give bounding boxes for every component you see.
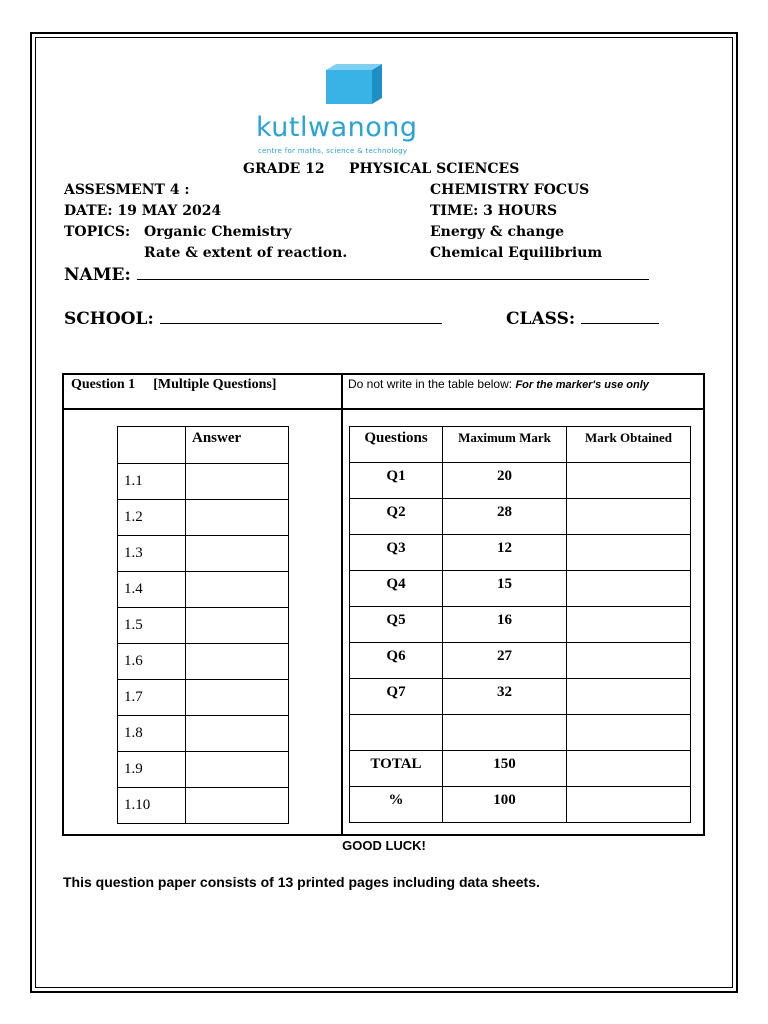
- table-row: [118, 464, 289, 500]
- question-cell: Q6: [350, 643, 443, 679]
- maximum-mark-cell: 32: [443, 679, 567, 715]
- question-cell: Q7: [350, 679, 443, 715]
- question-number: 1.7: [118, 680, 186, 716]
- question-cell: Q1: [350, 463, 443, 499]
- question-cell: %: [350, 787, 443, 823]
- table-row: [350, 499, 691, 535]
- answer-cell[interactable]: [186, 572, 289, 608]
- maximum-mark-cell: 28: [443, 499, 567, 535]
- question-number: 1.8: [118, 716, 186, 752]
- box-vertical-divider: [341, 373, 343, 836]
- answer-cell[interactable]: [186, 680, 289, 716]
- focus-label: CHEMISTRY FOCUS: [430, 182, 590, 198]
- mark-obtained-cell[interactable]: [567, 751, 691, 787]
- answer-cell[interactable]: [186, 788, 289, 824]
- logo: [256, 60, 456, 160]
- table-row: [118, 500, 289, 536]
- question-cell: [350, 715, 443, 751]
- footer-note: This question paper consists of 13 printed pages including data sheets.: [63, 874, 540, 890]
- maximum-mark-cell: [443, 715, 567, 751]
- maximum-mark-cell: 16: [443, 607, 567, 643]
- name-label: NAME:: [64, 265, 131, 285]
- good-luck: GOOD LUCK!: [342, 838, 426, 853]
- mark-obtained-cell[interactable]: [567, 535, 691, 571]
- table-row: [118, 644, 289, 680]
- answer-table: [117, 426, 289, 824]
- table-row: [350, 643, 691, 679]
- table-row: [118, 572, 289, 608]
- mark-obtained-cell[interactable]: [567, 643, 691, 679]
- answer-cell[interactable]: [186, 752, 289, 788]
- school-field[interactable]: [64, 309, 442, 329]
- table-row: [118, 752, 289, 788]
- name-field[interactable]: [64, 265, 649, 285]
- question-cell: Q2: [350, 499, 443, 535]
- class-field[interactable]: [506, 309, 659, 329]
- question-number: 1.6: [118, 644, 186, 680]
- maximum-mark-cell: 27: [443, 643, 567, 679]
- table-row: [350, 715, 691, 751]
- mark-obtained-header: Mark Obtained: [567, 427, 691, 463]
- table-row: [350, 571, 691, 607]
- question-number: 1.3: [118, 536, 186, 572]
- table-row: [350, 535, 691, 571]
- maximum-mark-cell: 15: [443, 571, 567, 607]
- answer-cell[interactable]: [186, 644, 289, 680]
- maximum-mark-cell: 20: [443, 463, 567, 499]
- answer-cell[interactable]: [186, 500, 289, 536]
- question-number: 1.10: [118, 788, 186, 824]
- question-cell: Q4: [350, 571, 443, 607]
- cube-icon: [324, 62, 384, 106]
- answer-cell[interactable]: [186, 716, 289, 752]
- topics-label: TOPICS:: [64, 224, 131, 240]
- answer-table-blank-header: [118, 427, 186, 464]
- mark-obtained-cell[interactable]: [567, 463, 691, 499]
- question-cell: TOTAL: [350, 751, 443, 787]
- table-row: [118, 536, 289, 572]
- table-row: [350, 751, 691, 787]
- maximum-mark-header: Maximum Mark: [443, 427, 567, 463]
- class-label: CLASS:: [506, 309, 576, 329]
- table-row: [350, 607, 691, 643]
- time-label: TIME: 3 HOURS: [430, 203, 558, 219]
- school-underline[interactable]: [160, 310, 442, 324]
- question-number: 1.5: [118, 608, 186, 644]
- table-row: [350, 787, 691, 823]
- mark-obtained-cell[interactable]: [567, 499, 691, 535]
- table-row: [350, 463, 691, 499]
- marker-note: Do not write in the table below: For the marker's use only: [348, 377, 649, 391]
- assessment-label: ASSESMENT 4 :: [64, 182, 190, 198]
- table-row: [118, 716, 289, 752]
- school-label: SCHOOL:: [64, 309, 154, 329]
- answer-cell[interactable]: [186, 608, 289, 644]
- logo-wordmark: kutlwanong: [256, 112, 418, 143]
- mark-obtained-cell[interactable]: [567, 679, 691, 715]
- question-number: 1.4: [118, 572, 186, 608]
- table-row: [350, 679, 691, 715]
- answer-header: Answer: [186, 427, 289, 464]
- grade-subject-line: GRADE 12 PHYSICAL SCIENCES: [243, 161, 520, 177]
- marks-table: [349, 426, 691, 823]
- question-number: 1.1: [118, 464, 186, 500]
- mark-obtained-cell[interactable]: [567, 787, 691, 823]
- name-underline[interactable]: [137, 266, 649, 280]
- topic-energy: Energy & change: [430, 224, 565, 240]
- question-number: 1.2: [118, 500, 186, 536]
- question-cell: Q5: [350, 607, 443, 643]
- logo-tagline: centre for maths, science & technology: [258, 147, 408, 155]
- answer-cell[interactable]: [186, 536, 289, 572]
- mark-obtained-cell[interactable]: [567, 715, 691, 751]
- mark-obtained-cell[interactable]: [567, 571, 691, 607]
- answer-cell[interactable]: [186, 464, 289, 500]
- table-row: [118, 788, 289, 824]
- mark-obtained-cell[interactable]: [567, 607, 691, 643]
- question1-title: Question 1 [Multiple Questions]: [71, 377, 277, 392]
- table-row: [118, 680, 289, 716]
- table-row: [118, 608, 289, 644]
- question-number: 1.9: [118, 752, 186, 788]
- maximum-mark-cell: 100: [443, 787, 567, 823]
- question-cell: Q3: [350, 535, 443, 571]
- class-underline[interactable]: [581, 310, 659, 324]
- topic-equilibrium: Chemical Equilibrium: [430, 245, 603, 261]
- questions-header: Questions: [350, 427, 443, 463]
- maximum-mark-cell: 12: [443, 535, 567, 571]
- date-label: DATE: 19 MAY 2024: [64, 203, 222, 219]
- topic-rate: Rate & extent of reaction.: [144, 245, 348, 261]
- maximum-mark-cell: 150: [443, 751, 567, 787]
- topic-organic: Organic Chemistry: [144, 224, 292, 240]
- box-horizontal-divider: [62, 408, 705, 410]
